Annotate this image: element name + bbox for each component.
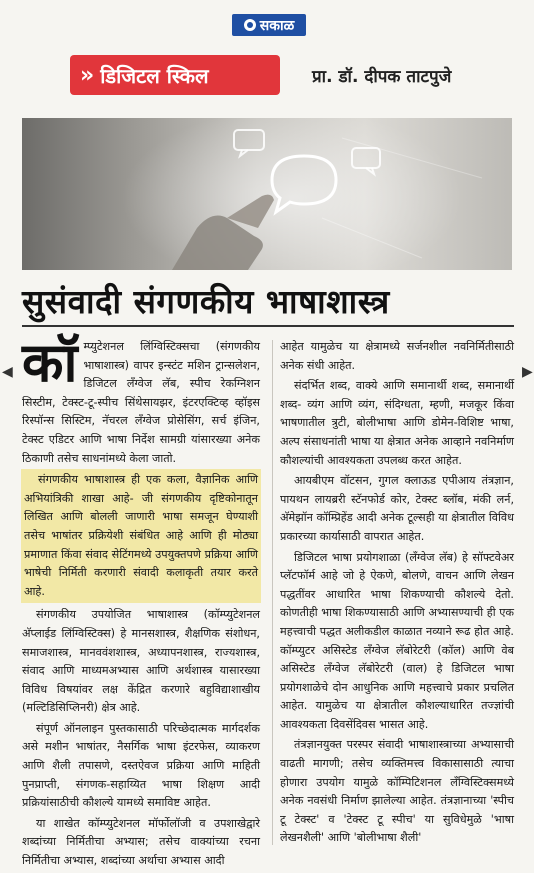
article-paragraph: कॉम्प्युटेशनल लिंग्विस्टिक्सचा (संगणकीय भाषाशास्त्र) वापर इन्स्टंट मशिन ट्रान्सलेशन, डिजिटल लॅंग्वेज लॅब, स्पीच रेकग्निशन सिस्टीम, टेक्स्ट-टू-स्पीच सिंथेसायझर, इंटरएक्टिव्ह व्हॉइस रिस्पॉन्स सिस्टिम, नॅचरल लॅंग्वेज प्रोसेसिंग, सर्च इंजिन, टेक्स्ट एडिटर आणि भाषा निर्देश सामग्री यांसारख्या अनेक ठिकाणी तसेच साधनांमध्ये केला जातो. xyxy=(22,331,260,465)
article-paragraph: या शाखेत कॉम्प्युटेशनल मॉर्फोलॉजी व उपशाखेद्वारे शब्दांच्या निर्मितीचा अभ्यास; तसेच वाक्यांच्या रचना निर्मितीचा अभ्यास, शब्दांच्या अर्थाचा अभ्यास आदी xyxy=(22,816,260,868)
column-tag xyxy=(70,55,280,95)
drop-cap: कॉ xyxy=(22,331,78,394)
article-paragraph: डिजिटल भाषा प्रयोगशाळा (लॅंग्वेज लॅब) हे सॉफ्टवेअर प्लॅटफॉर्म आहे जो हे ऐकणे, बोलणे, वाचन आणि लेखन पद्धतींवर आधारित भाषा शिकण्याची कौशल्ये देतो. कोणतीही भाषा शिकण्यासाठी आणि अभ्यासण्याची ही एक महत्त्वाची पद्धत अलीकडील काळात नव्याने रूढ होत आहे. कॉम्प्युटर असिस्टेड लॅंग्वेज लॅबोरेटरी (कॉल) आणि वेब असिस्टेड लॅंग्वेज लॅबोरेटरी (वाल) हे डिजिटल भाषा प्रयोगशाळेचे दोन आधुनिक आणि महत्त्वाचे प्रकार प्रचलित आहेत. यामुळेच या क्षेत्रातील कौशल्याधारित तज्ज्ञांची आवश्यकता दिवसेंदिवस भासत आहे. xyxy=(280,550,514,731)
masthead-logo xyxy=(232,14,306,36)
article-headline: सुसंवादी संगणकीय भाषाशास्त्र xyxy=(22,282,390,321)
article-paragraph: आहेत यामुळेच या क्षेत्रामध्ये सर्जनशील नवनिर्मितीसाठी अनेक संधी आहेत. xyxy=(280,340,514,372)
double-chevron-icon: » xyxy=(80,62,95,88)
headline-rule xyxy=(22,325,514,327)
column-tag-label: डिजिटल स्किल xyxy=(100,63,209,88)
logo-emblem-icon xyxy=(244,19,256,31)
column-divider xyxy=(272,340,273,845)
article-paragraph: तंत्रज्ञानयुक्त परस्पर संवादी भाषाशास्त्राच्या अभ्यासाची वाढती मागणी; तसेच व्यक्तिमत्त्व विकासासाठी त्याचा होणारा उपयोग यामुळे कॉम्पिटिशनल लॅंग्विस्टिक्समध्ये अनेक नवसंधी निर्माण झालेल्या आहेत. तंत्रज्ञानाच्या 'स्पीच टू टेक्स्ट' व 'टेक्स्ट टू स्पीच' या सुविधेमुळे 'भाषा लेखनशैली' आणि 'बोलीभाषा शैली' xyxy=(280,738,514,845)
hero-image xyxy=(22,118,512,270)
right-edge-arrow-icon: ▶ xyxy=(522,364,533,380)
article-paragraph: संदर्भित शब्द, वाक्ये आणि समानार्थी शब्द, समानार्थी शब्द- व्यंग आणि व्यंग, संदिग्धता, म्हणी, मजकूर किंवा भाषणातील त्रुटी, बोलीभाषा आणि डोमेन-विशिष्ट भाषा, अल्प संसाधनांती भाषा या क्षेत्रात अनेक आव्हाने नवनिर्माण कौशल्यांची आवश्यकता उपलब्ध करत आहेत. xyxy=(280,379,514,467)
article-paragraph: संगणकीय उपयोजित भाषाशास्त्र (कॉम्प्युटेशनल अ‍ॅप्लाईड लिंग्विस्टिक्स) हे मानसशास्त्र, शैक्षणिक संशोधन, समाजशास्त्र, मानववंशशास्त्र, अध्यापनशास्त्र, राज्यशास्त्र, संवाद आणि माध्यमअभ्यास आणि अर्थशास्त्र यासारख्या विविध विषयांवर लक्ष केंद्रित करणारे बहुविद्याशाखीय (मल्टिडिसिप्लिनरी) क्षेत्र आहे. xyxy=(22,608,260,715)
article-paragraph: आयबीएम वॉटसन, गुगल क्लाऊड एपीआय तंत्रज्ञान, पायथन लायब्ररी स्टॅनफोर्ड कोर, टेक्स्ट ब्लॉब, मंकी लर्न, अ‍ॅमेझॉन कॉम्प्रिहेंड आदी अनेक टूल्सही या क्षेत्रातील विविध प्रकारच्या कार्यासाठी वापरात आहेत. xyxy=(280,474,514,543)
highlighted-paragraph: संगणकीय भाषाशास्त्र ही एक कला, वैज्ञानिक आणि अभियांत्रिकी शाखा आहे- जी संगणकीय दृष्टिकोनातून लिखित आणि बोलली जाणारी भाषा समजून घेण्याशी तसेच भाषांतर प्रक्रियेशी संबंधित आहे आणि ही मोठ्या प्रमाणात किंवा संवाद सेटिंगमध्ये उपयुक्तपणे प्रक्रिया आणि भाषेची निर्मिती करणारी संवादी कलाकृती तयार करते आहे. xyxy=(22,470,260,602)
logo-text: सकाळ xyxy=(259,17,295,34)
article-column-left xyxy=(22,331,260,873)
hero-illustration xyxy=(22,118,512,270)
article-column-right xyxy=(280,338,514,850)
author-byline: प्रा. डॉ. दीपक ताटपुजे xyxy=(312,67,452,87)
article-paragraph: संपूर्ण ऑनलाइन पुस्तकासाठी परिच्छेदात्मक मार्गदर्शक असे मशीन भाषांतर, नैसर्गिक भाषा इंटरफेस, व्याकरण आणि शैली तपासणे, दस्तऐवज प्रक्रिया आणि माहिती पुनप्राप्ती, संगणक-सहाय्यित भाषा शिक्षण आदी प्रक्रियांसाठीची कौशल्ये यामध्ये समाविष्ट आहेत. xyxy=(22,721,260,810)
left-edge-arrow-icon: ◀ xyxy=(2,364,13,380)
